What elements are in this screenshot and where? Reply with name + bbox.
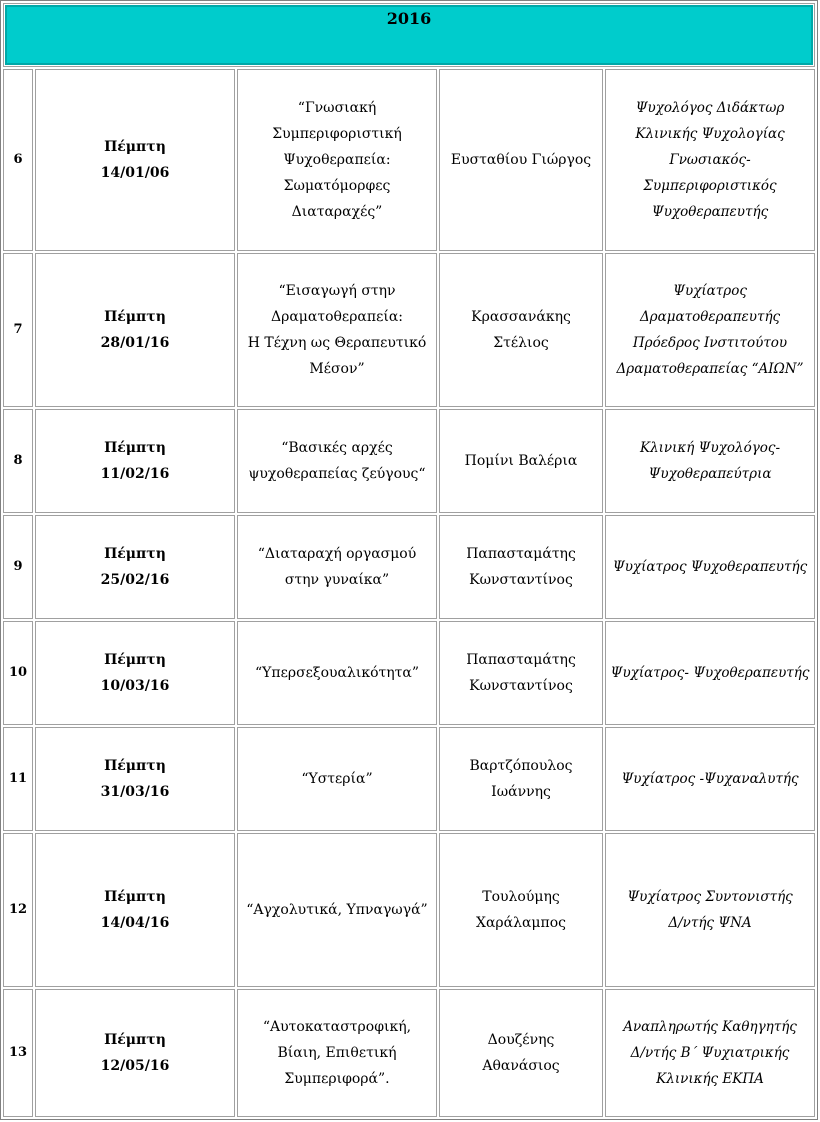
session-date	[35, 253, 235, 407]
table-row	[3, 989, 815, 1117]
session-number: 9	[3, 515, 33, 619]
speaker-name-line: Στέλιος	[493, 335, 549, 351]
session-date-line: 14/01/06	[100, 165, 170, 181]
session-date	[35, 621, 235, 725]
speaker-role-line: Ψυχοθεραπευτής	[651, 204, 769, 220]
session-date	[35, 727, 235, 831]
session-title	[237, 727, 437, 831]
speaker-role-line: Ψυχολόγος Διδάκτωρ	[635, 100, 785, 116]
session-title-line: “Γνωσιακή	[297, 100, 377, 116]
session-number: 6	[3, 69, 33, 251]
session-date-line: Πέμπτη	[104, 889, 166, 905]
session-title	[237, 409, 437, 513]
session-date-line: Πέμπτη	[104, 139, 166, 155]
session-title-line: “Βασικές αρχές	[281, 440, 393, 456]
header-row	[3, 3, 815, 67]
speaker-name-line: Πομίνι Βαλέρια	[464, 453, 578, 469]
table-row	[3, 69, 815, 251]
session-number: 8	[3, 409, 33, 513]
session-date-line: 12/05/16	[100, 1058, 170, 1074]
session-title-line: Ψυχοθεραπεία:	[283, 152, 391, 168]
speaker-role	[605, 69, 815, 251]
speaker-name	[439, 621, 603, 725]
speaker-name-line: Παπασταμάτης	[466, 546, 576, 562]
speaker-role-line: Πρόεδρος Ινστιτούτου	[632, 335, 788, 351]
speaker-name-line: Κωνσταντίνος	[469, 678, 573, 694]
session-date-line: 28/01/16	[100, 335, 170, 351]
session-title-line: Βίαιη, Επιθετική	[277, 1045, 397, 1061]
speaker-role	[605, 409, 815, 513]
session-date-line: 10/03/16	[100, 678, 170, 694]
table-row	[3, 833, 815, 987]
speaker-name-line: Χαράλαμπος	[475, 915, 566, 931]
session-title-line: “Αυτοκαταστροφική,	[262, 1019, 412, 1035]
speaker-name-line: Αθανάσιος	[482, 1058, 560, 1074]
session-number: 11	[3, 727, 33, 831]
session-title	[237, 69, 437, 251]
speaker-role-line: Γνωσιακός-	[669, 152, 751, 168]
speaker-role-line: Κλινικής ΕΚΠΑ	[656, 1071, 764, 1087]
speaker-name-line: Ιωάννης	[491, 784, 551, 800]
session-date-line: 11/02/16	[100, 466, 170, 482]
speaker-role	[605, 833, 815, 987]
session-date	[35, 409, 235, 513]
speaker-role-line: Δραματοθεραπείας “ΑΙΩΝ”	[616, 361, 804, 377]
speaker-role	[605, 989, 815, 1117]
session-date-line: Πέμπτη	[104, 440, 166, 456]
speaker-name-line: Παπασταμάτης	[466, 652, 576, 668]
speaker-role-line: Αναπληρωτής Καθηγητής	[623, 1019, 797, 1035]
speaker-name-line: Κρασσανάκης	[471, 309, 571, 325]
speaker-role-line: Κλινικής Ψυχολογίας	[635, 126, 785, 142]
session-date	[35, 833, 235, 987]
table-row	[3, 253, 815, 407]
session-title-line: “Αγχολυτικά, Υπναγωγά”	[246, 902, 428, 918]
table-row	[3, 621, 815, 725]
session-number: 10	[3, 621, 33, 725]
session-title-line: Δραματοθεραπεία:	[270, 309, 403, 325]
speaker-name-line: Κωνσταντίνος	[469, 572, 573, 588]
session-date-line: 31/03/16	[100, 784, 170, 800]
speaker-name-line: Βαρτζόπουλος	[469, 758, 573, 774]
session-title-line: Σωματόμορφες	[283, 178, 391, 194]
session-date-line: Πέμπτη	[104, 652, 166, 668]
year-header: 2016	[3, 3, 815, 67]
session-title	[237, 989, 437, 1117]
session-title-line: “Εισαγωγή στην	[278, 283, 396, 299]
speaker-role-line: Συμπεριφοριστικός	[643, 178, 777, 194]
speaker-name	[439, 69, 603, 251]
session-title-line: ψυχοθεραπείας ζεύγους“	[248, 466, 426, 482]
speaker-name	[439, 515, 603, 619]
speaker-role-line: Δραματοθεραπευτής	[639, 309, 781, 325]
session-number: 7	[3, 253, 33, 407]
session-number: 13	[3, 989, 33, 1117]
session-date	[35, 989, 235, 1117]
session-title-line: στην γυναίκα”	[284, 572, 390, 588]
session-date-line: 14/04/16	[100, 915, 170, 931]
session-title	[237, 621, 437, 725]
speaker-role	[605, 253, 815, 407]
session-title-line: Μέσον”	[309, 361, 365, 377]
session-date-line: Πέμπτη	[104, 758, 166, 774]
speaker-role-line: Ψυχίατρος Ψυχοθεραπευτής	[612, 559, 808, 575]
speaker-role	[605, 727, 815, 831]
session-title-line: “Υστερία”	[301, 771, 373, 787]
session-title-line: Συμπεριφοριστική	[272, 126, 402, 142]
session-title	[237, 253, 437, 407]
session-date-line: Πέμπτη	[104, 546, 166, 562]
speaker-name	[439, 253, 603, 407]
table-row	[3, 515, 815, 619]
speaker-name	[439, 409, 603, 513]
speaker-name-line: Δουζένης	[487, 1032, 555, 1048]
table-row	[3, 727, 815, 831]
session-title	[237, 833, 437, 987]
session-title-line: Διαταραχές”	[291, 204, 383, 220]
speaker-name	[439, 727, 603, 831]
speaker-role-line: Ψυχίατρος -Ψυχαναλυτής	[621, 771, 799, 787]
session-number: 12	[3, 833, 33, 987]
session-date	[35, 69, 235, 251]
session-date	[35, 515, 235, 619]
speaker-role-line: Ψυχίατρος Συντονιστής	[627, 889, 793, 905]
speaker-name	[439, 833, 603, 987]
speaker-role-line: Ψυχίατρος	[673, 283, 747, 299]
speaker-role-line: Δ/ντής ΨΝΑ	[668, 915, 752, 931]
speaker-role-line: Κλινική Ψυχολόγος-	[640, 440, 781, 456]
session-date-line: 25/02/16	[100, 572, 170, 588]
speaker-name-line: Ευσταθίου Γιώργος	[450, 152, 592, 168]
session-title-line: Η Τέχνη ως Θεραπευτικό	[247, 335, 427, 351]
table-row	[3, 409, 815, 513]
session-date-line: Πέμπτη	[104, 1032, 166, 1048]
session-title-line: Συμπεριφορά”.	[284, 1071, 390, 1087]
speaker-role	[605, 621, 815, 725]
speaker-role	[605, 515, 815, 619]
session-date-line: Πέμπτη	[104, 309, 166, 325]
session-title-line: “Υπερσεξουαλικότητα”	[254, 665, 420, 681]
speaker-name	[439, 989, 603, 1117]
speaker-role-line: Ψυχοθεραπεύτρια	[648, 466, 772, 482]
session-title	[237, 515, 437, 619]
session-title-line: “Διαταραχή οργασμού	[257, 546, 417, 562]
speaker-role-line: Δ/ντής Β΄ Ψυχιατρικής	[630, 1045, 790, 1061]
speaker-role-line: Ψυχίατρος- Ψυχοθεραπευτής	[610, 665, 810, 681]
speaker-name-line: Τουλούμης	[482, 889, 560, 905]
